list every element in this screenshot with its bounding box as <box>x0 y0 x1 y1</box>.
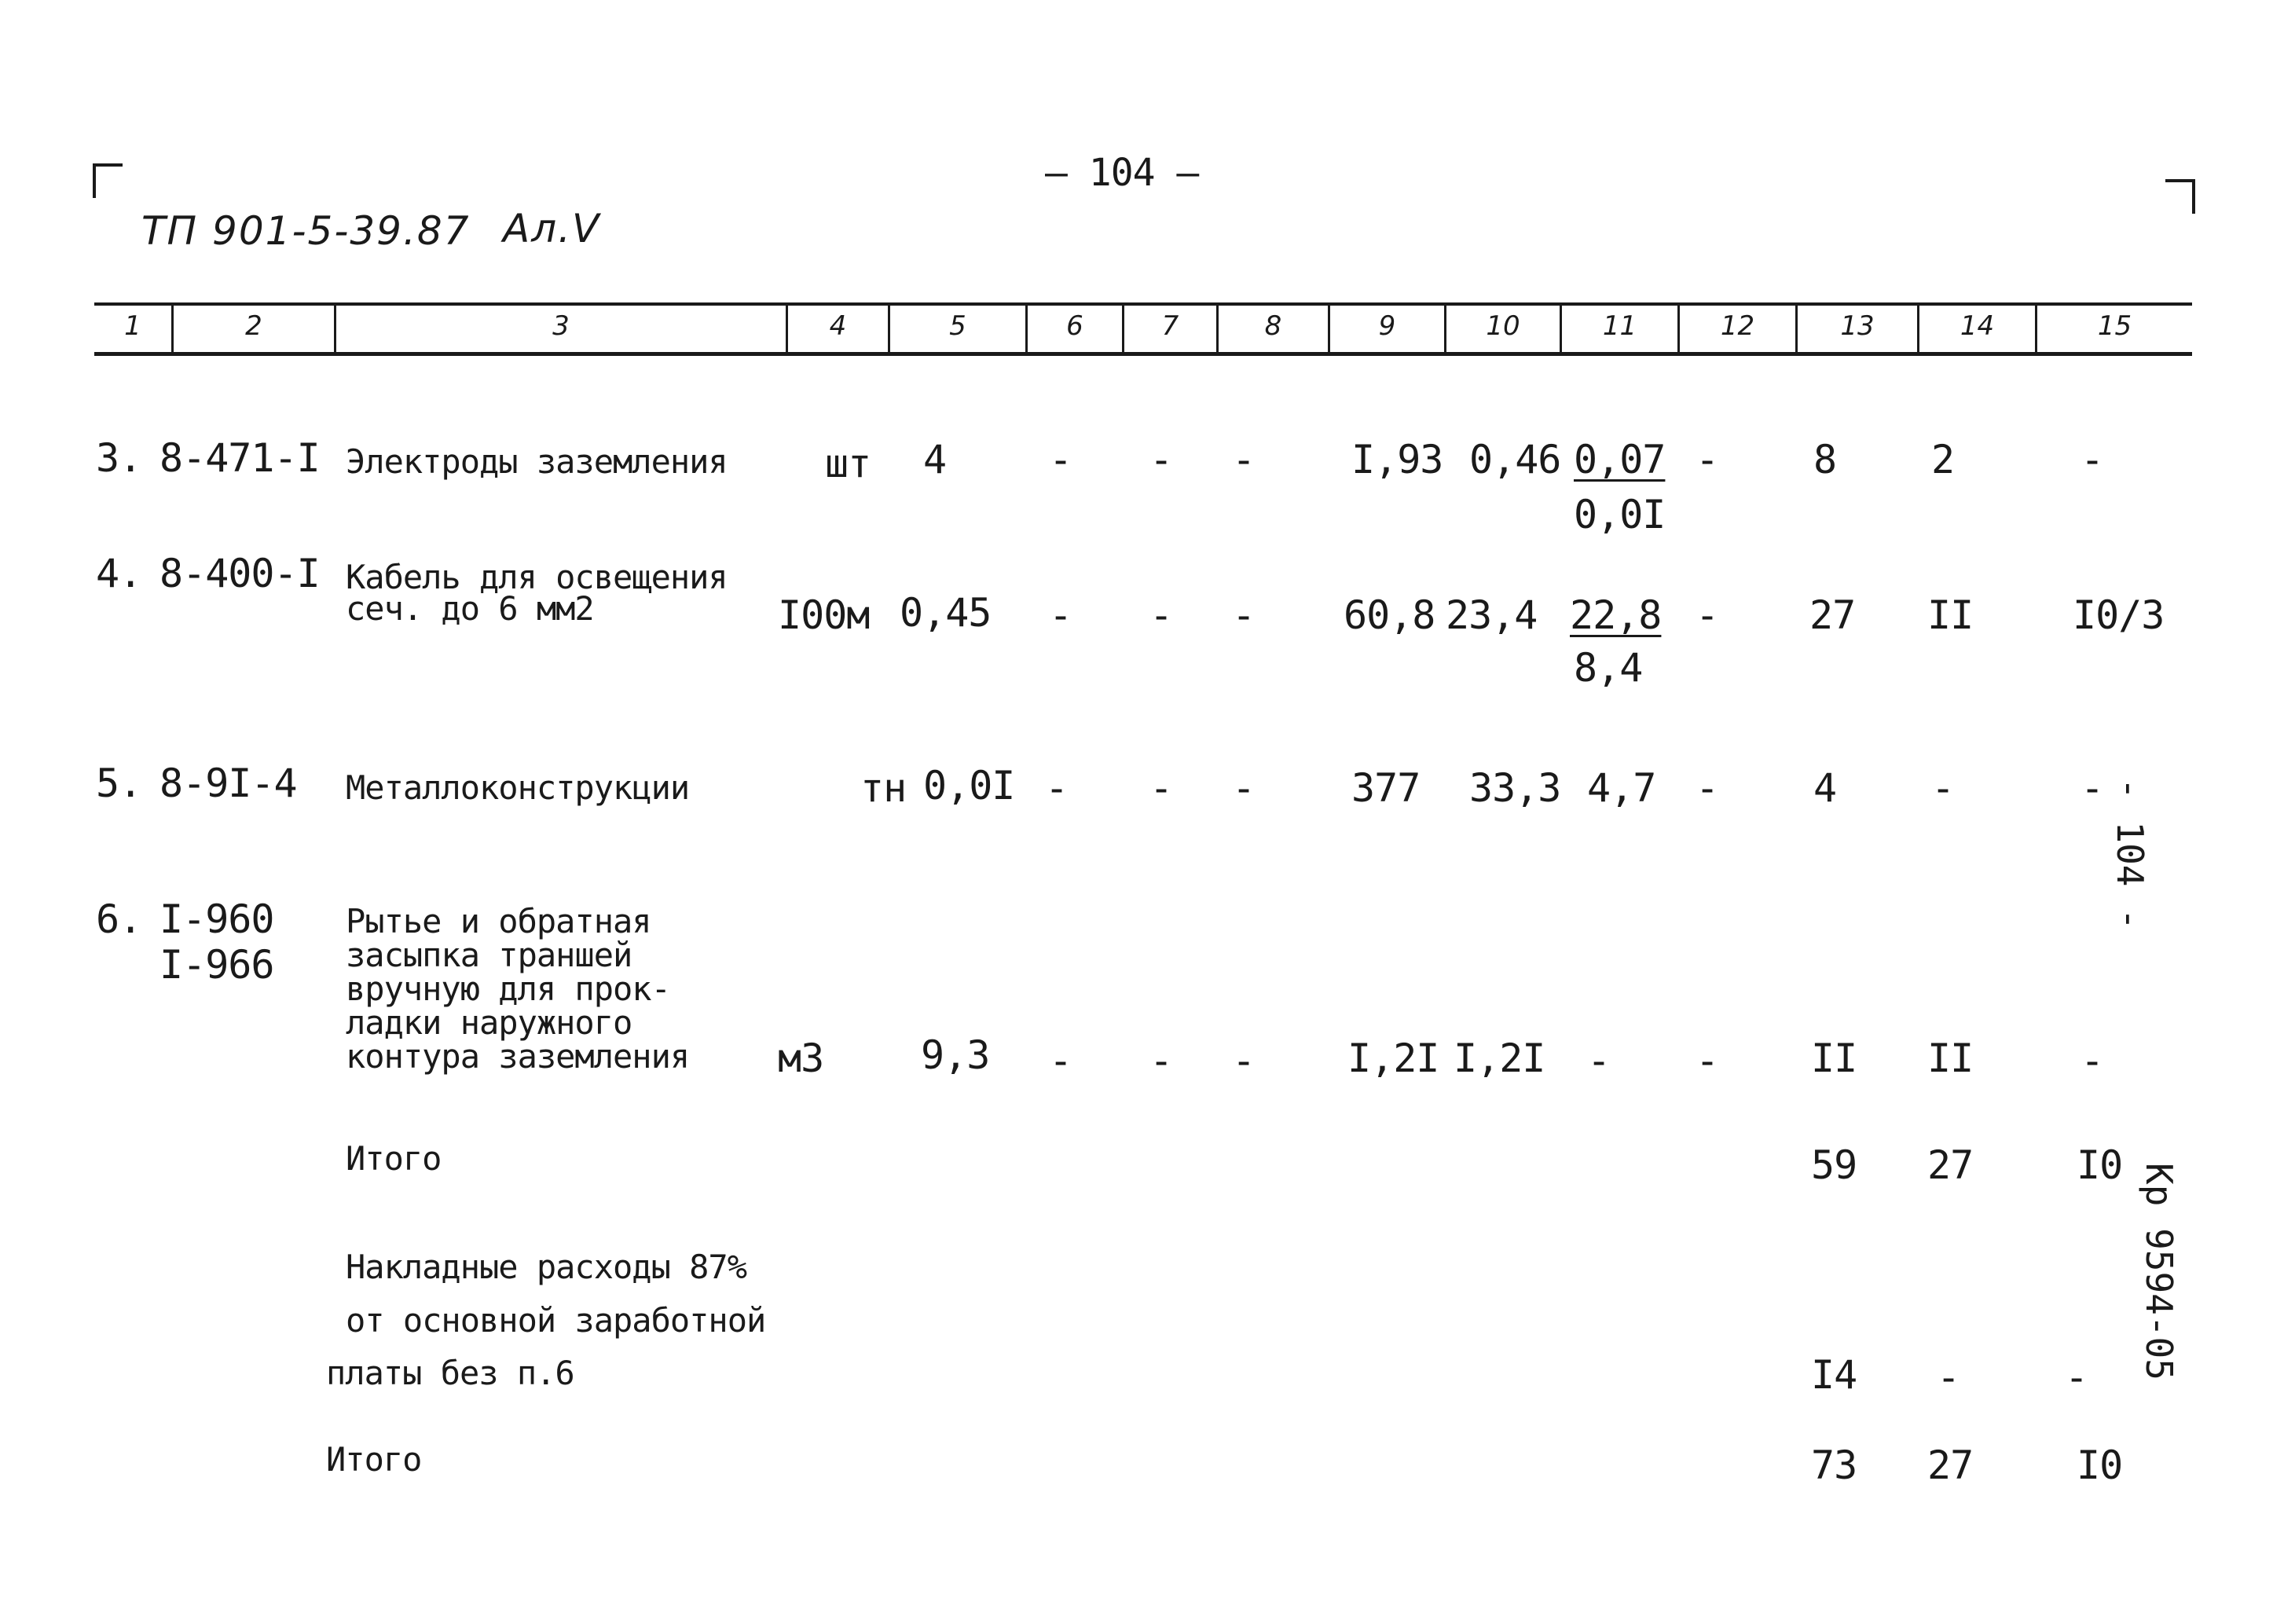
col-header-12: 12 <box>1720 310 1755 342</box>
row-c9: 377 <box>1351 765 1421 811</box>
row-code: 8-9I-4 <box>159 761 297 806</box>
overhead-line: Накладные расходы 87% <box>346 1248 747 1286</box>
row-qty: 9,3 <box>921 1032 990 1078</box>
row-c6: - <box>1045 765 1069 811</box>
row-c8: - <box>1232 765 1256 811</box>
page-number: — 104 — <box>1045 151 1199 195</box>
total-c14: 27 <box>1927 1142 1974 1188</box>
header-bottom-line <box>94 352 2192 356</box>
row-qty: 4 <box>923 437 947 482</box>
overhead-c15: - <box>2065 1355 2088 1400</box>
row-description: сеч. до 6 мм2 <box>346 589 594 628</box>
row-c7: - <box>1149 765 1173 811</box>
row-c8: - <box>1232 1038 1256 1083</box>
album-label: Ал.V <box>503 206 601 251</box>
corner-mark-right <box>2165 179 2195 214</box>
row-c15: - <box>2081 1038 2104 1083</box>
row-c7: - <box>1149 1038 1173 1083</box>
row-c14: 2 <box>1931 437 1955 482</box>
row-code: I-960 <box>159 896 274 942</box>
row-c10: 0,46 <box>1469 437 1561 482</box>
total-label: Итого <box>326 1440 422 1479</box>
overhead-c14: - <box>1937 1355 1960 1400</box>
total-label: Итого <box>346 1139 442 1178</box>
row-c12: - <box>1696 1038 1719 1083</box>
row-c11-top: 0,07 <box>1574 437 1666 482</box>
col-header-9: 9 <box>1378 310 1396 342</box>
col-header-3: 3 <box>552 310 570 342</box>
side-inventory-number: Кр 9594-05 <box>2138 1163 2180 1380</box>
overhead-line: от основной заработной <box>346 1301 766 1340</box>
row-c6: - <box>1049 592 1072 638</box>
col-header-2: 2 <box>245 310 262 342</box>
row-code: 8-400-I <box>159 551 320 596</box>
col-header-13: 13 <box>1840 310 1875 342</box>
row-c13: 8 <box>1813 437 1837 482</box>
row-c11-bottom: 0,0I <box>1574 492 1666 537</box>
corner-mark-left <box>93 163 123 198</box>
row-c7: - <box>1149 592 1173 638</box>
row-number: 4. <box>96 551 142 596</box>
row-number: 5. <box>96 761 142 806</box>
row-description: Рытье и обратная <box>346 902 651 940</box>
row-c9: I,93 <box>1351 437 1443 482</box>
col-header-8: 8 <box>1264 310 1282 342</box>
header-top-line <box>94 302 2192 306</box>
total-c14: 27 <box>1927 1443 1974 1488</box>
total-c15: I0 <box>2077 1443 2123 1488</box>
col-header-6: 6 <box>1066 310 1083 342</box>
col-header-11: 11 <box>1602 310 1637 342</box>
row-c12: - <box>1696 437 1719 482</box>
row-code: 8-471-I <box>159 435 320 481</box>
row-unit: м3 <box>778 1036 824 1081</box>
row-c8: - <box>1232 592 1256 638</box>
row-qty: 0,45 <box>900 590 992 636</box>
row-unit: I00м <box>778 592 870 638</box>
row-description: вручную для прок- <box>346 970 670 1008</box>
col-header-14: 14 <box>1960 310 1995 342</box>
row-c10: I,2I <box>1454 1036 1545 1081</box>
row-code-2: I-966 <box>159 942 274 988</box>
overhead-c13: I4 <box>1811 1352 1857 1398</box>
row-c14: - <box>1931 765 1955 811</box>
row-c9: I,2I <box>1347 1036 1439 1081</box>
col-header-15: 15 <box>2097 310 2132 342</box>
row-c12: - <box>1696 592 1719 638</box>
row-description: ладки наружного <box>346 1003 632 1042</box>
row-number: 3. <box>96 435 142 481</box>
row-c15: - <box>2081 437 2104 482</box>
document-code: ТП 901-5-39.87 <box>141 208 471 254</box>
row-c11-top: 22,8 <box>1570 592 1662 638</box>
row-c15: I0/3 <box>2073 592 2165 638</box>
row-c12: - <box>1696 765 1719 811</box>
row-c6: - <box>1049 437 1072 482</box>
row-c14: II <box>1927 592 1974 638</box>
total-c15: I0 <box>2077 1142 2123 1188</box>
row-c7: - <box>1149 437 1173 482</box>
total-c13: 73 <box>1811 1443 1857 1488</box>
overhead-line: платы без п.6 <box>326 1354 574 1392</box>
row-c8: - <box>1232 437 1256 482</box>
row-c10: 33,3 <box>1469 765 1561 811</box>
col-header-5: 5 <box>949 310 966 342</box>
row-c11-bottom: 8,4 <box>1574 645 1643 691</box>
row-c9: 60,8 <box>1344 592 1435 638</box>
row-description: Кабель для освещения <box>346 558 728 596</box>
col-header-7: 7 <box>1161 310 1179 342</box>
col-header-10: 10 <box>1486 310 1520 342</box>
row-c11-top: - <box>1587 1038 1611 1083</box>
row-c11-top: 4,7 <box>1587 765 1656 811</box>
row-c10: 23,4 <box>1446 592 1538 638</box>
row-number: 6. <box>96 896 142 942</box>
row-c13: 4 <box>1813 765 1837 811</box>
row-description: Электроды заземления <box>346 442 728 481</box>
row-c13: II <box>1811 1036 1857 1081</box>
row-c6: - <box>1049 1038 1072 1083</box>
col-header-4: 4 <box>829 310 847 342</box>
row-unit: шт <box>825 441 871 486</box>
row-description: контура заземления <box>346 1037 690 1076</box>
row-qty: 0,0I <box>923 763 1015 808</box>
row-c13: 27 <box>1809 592 1856 638</box>
total-c13: 59 <box>1811 1142 1857 1188</box>
row-unit: тн <box>860 765 907 811</box>
row-description: засыпка траншей <box>346 936 632 974</box>
row-c14: II <box>1927 1036 1974 1081</box>
row-c15: - <box>2081 765 2104 811</box>
row-description: Металлоконструкции <box>346 768 690 807</box>
col-header-1: 1 <box>124 310 141 342</box>
side-page-number: - 104 - <box>2109 778 2151 930</box>
